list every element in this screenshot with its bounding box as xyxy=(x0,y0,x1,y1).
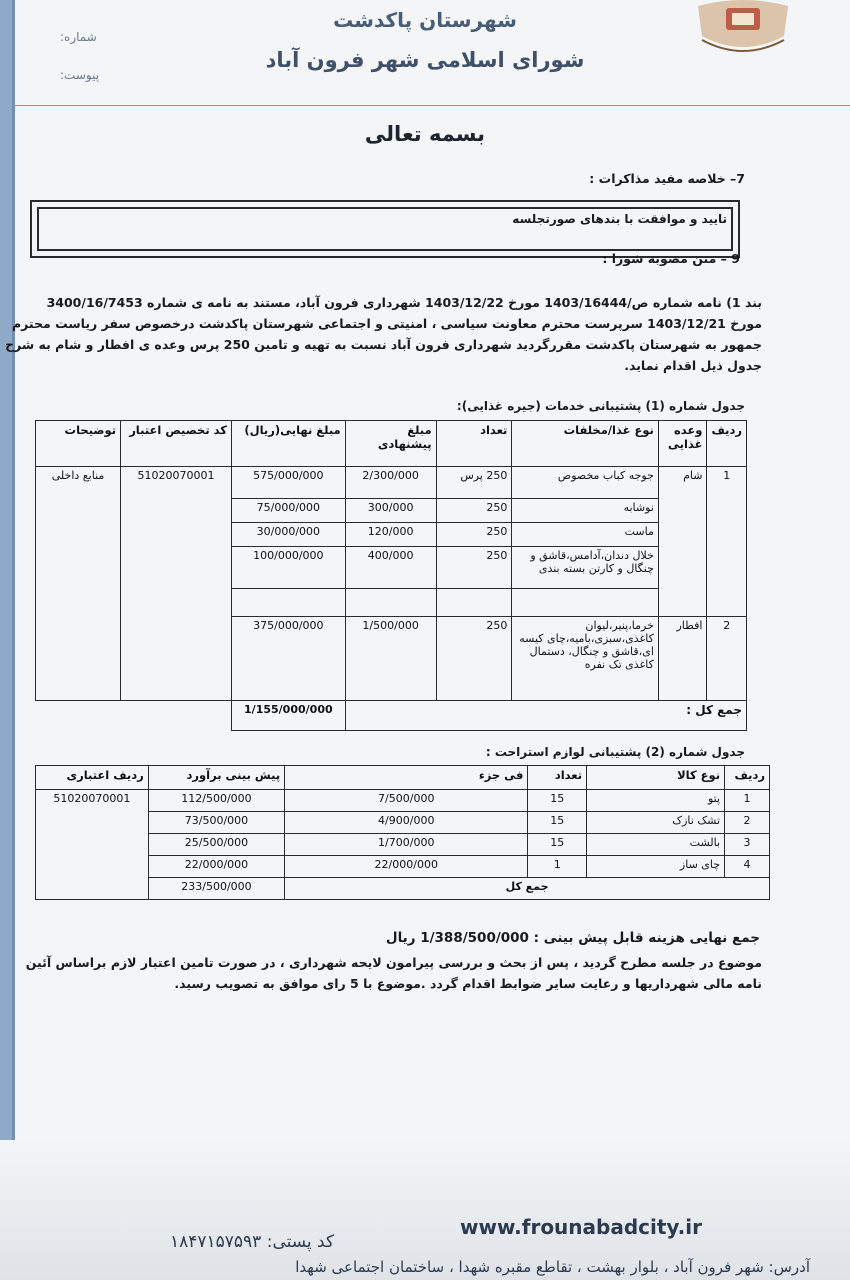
row-total: 30/000/000 xyxy=(231,523,345,547)
table1-header-cell: ردیف xyxy=(707,421,747,467)
clause-line-1: بند 1) نامه شماره ص/1403/16444 مورخ 1403/12/22 شهرداری فرون آباد، مستند به نامه ی شماره 3400/16/7453 xyxy=(46,295,762,310)
number-label: شماره: xyxy=(60,30,97,44)
row-estimate: 22/000/000 xyxy=(148,856,284,878)
row-total: 75/000/000 xyxy=(231,499,345,523)
row-estimate: 25/500/000 xyxy=(148,834,284,856)
row-item: پتو xyxy=(587,790,725,812)
row-index: 2 xyxy=(707,617,747,701)
row-item: جوجه کباب مخصوص xyxy=(512,467,659,499)
table2-header-cell: تعداد xyxy=(528,766,587,790)
clause-line-4: جدول ذیل اقدام نماید. xyxy=(624,358,762,373)
table1 xyxy=(35,420,747,731)
row-qty: 250 xyxy=(436,547,512,589)
row-index: 2 xyxy=(725,812,770,834)
footer-postal-code: کد پستی: ۱۸۴۷۱۵۷۵۹۳ xyxy=(170,1232,335,1252)
attachment-label: پیوست: xyxy=(60,68,100,82)
row-item: ماست xyxy=(512,523,659,547)
city-title: شهرستان پاکدشت xyxy=(333,8,517,32)
row-budget-code: 51020070001 xyxy=(121,467,232,701)
table2-header-cell: پیش بینی برآورد xyxy=(148,766,284,790)
row-item: خلال دندان،آدامس،قاشق و چنگال و کارتن بسته بندی xyxy=(512,547,659,589)
row-meal: افطار xyxy=(658,617,707,701)
table1-header-cell: مبلغ نهایی(ریال) xyxy=(231,421,345,467)
row-unit-price: 120/000 xyxy=(345,523,436,547)
row-total: 575/000/000 xyxy=(231,467,345,499)
table1-header-cell: توضیحات xyxy=(36,421,121,467)
table-row xyxy=(36,790,770,812)
row-estimate: 112/500/000 xyxy=(148,790,284,812)
section7-inner-box xyxy=(37,207,733,251)
row-unit-price: 1/700/000 xyxy=(285,834,528,856)
row-index: 4 xyxy=(725,856,770,878)
row-meal: شام xyxy=(658,467,707,617)
row-total: 375/000/000 xyxy=(231,617,345,701)
row-unit-price: 7/500/000 xyxy=(285,790,528,812)
council-title: شورای اسلامی شهر فرون آباد xyxy=(265,48,585,72)
row-item: نوشابه xyxy=(512,499,659,523)
table1-header-cell: نوع غذا/مخلفات xyxy=(512,421,659,467)
table2-header-cell: فی جزء xyxy=(285,766,528,790)
row-item: بالشت xyxy=(587,834,725,856)
clause-line-2: مورخ 1403/12/21 سرپرست محترم معاونت سیاسی ، امنیتی و اجتماعی شهرستان پاکدشت درخصوص سفر ریاست محترم xyxy=(11,316,762,331)
row-qty: 15 xyxy=(528,812,587,834)
table1-header-cell: مبلغ پیشنهادی xyxy=(345,421,436,467)
section7-box-text: تایید و موافقت با بندهای صورتجلسه xyxy=(512,212,727,226)
table2-sum-label: جمع کل xyxy=(285,878,770,900)
table1-sum-label: جمع کل : xyxy=(345,701,746,731)
row-unit-price: 4/900/000 xyxy=(285,812,528,834)
final-paragraph xyxy=(22,952,762,994)
table1-header-cell: کد تخصیص اعتبار xyxy=(121,421,232,467)
row-unit-price: 300/000 xyxy=(345,499,436,523)
row-budget-code: 51020070001 xyxy=(36,790,149,900)
row-notes: منابع داخلی xyxy=(36,467,121,701)
left-border-band xyxy=(0,0,12,1280)
header-divider xyxy=(12,105,850,106)
row-total: 100/000/000 xyxy=(231,547,345,589)
row-index: 1 xyxy=(725,790,770,812)
table2-header-cell: ردیف xyxy=(725,766,770,790)
basmala-heading: بسمه تعالی xyxy=(364,122,486,146)
table2-header-row xyxy=(36,766,770,790)
table1-header-row xyxy=(36,421,747,467)
row-qty: 15 xyxy=(528,790,587,812)
row-unit-price: 22/000/000 xyxy=(285,856,528,878)
table1-sum-value: 1/155/000/000 xyxy=(231,701,345,731)
clause-paragraph xyxy=(2,292,762,376)
clause-lead: بند 1) xyxy=(726,295,762,310)
row-item: چای ساز xyxy=(587,856,725,878)
row-qty: 250 xyxy=(436,617,512,701)
table-row xyxy=(36,467,747,499)
row-qty: 250 xyxy=(436,523,512,547)
row-index: 1 xyxy=(707,467,747,617)
row-index: 3 xyxy=(725,834,770,856)
table2-sum-value: 233/500/000 xyxy=(148,878,284,900)
row-qty: 250 پرس xyxy=(436,467,512,499)
footer-website[interactable]: www.frounabadcity.ir xyxy=(460,1215,702,1239)
row-unit-price: 2/300/000 xyxy=(345,467,436,499)
row-unit-price: 400/000 xyxy=(345,547,436,589)
row-qty: 1 xyxy=(528,856,587,878)
border-stripe xyxy=(12,0,15,1280)
section9-label: 9 – متن مصوبه شورا : xyxy=(602,251,740,266)
row-unit-price: 1/500/000 xyxy=(345,617,436,701)
table2-header-cell: نوع کالا xyxy=(587,766,725,790)
final-paragraph-line-1: موضوع در جلسه مطرح گردید ، پس از بحث و بررسی پیرامون لایحه شهرداری ، در صورت تامین اعتبار لازم براساس آئین xyxy=(25,955,762,970)
table1-header-cell: تعداد xyxy=(436,421,512,467)
row-qty: 250 xyxy=(436,499,512,523)
table2 xyxy=(35,765,770,900)
table1-sum-row xyxy=(36,701,747,731)
table1-header-cell: وعده غذایی xyxy=(658,421,707,467)
footer-address: آدرس: شهر فرون آباد ، بلوار بهشت ، تقاطع مقبره شهدا ، ساختمان اجتماعی شهدا xyxy=(295,1258,810,1276)
row-item: تشک نازک xyxy=(587,812,725,834)
table2-caption: جدول شماره (2) پشتیبانی لوازم استراحت : xyxy=(485,745,745,759)
section7-label: 7– خلاصه مفید مذاکرات : xyxy=(589,171,745,186)
row-qty: 15 xyxy=(528,834,587,856)
row-estimate: 73/500/000 xyxy=(148,812,284,834)
final-total-line: جمع نهایی هزینه قابل پیش بینی : 1/388/500/000 ریال xyxy=(385,930,760,946)
council-logo-icon xyxy=(688,0,798,60)
table1-caption: جدول شماره (1) پشتیبانی خدمات (جیره غذایی): xyxy=(456,399,745,413)
table2-header-cell: ردیف اعتباری xyxy=(36,766,149,790)
clause-line-3: جمهور به شهرستان پاکدشت مقررگردید شهرداری فرون آباد نسبت به تهیه و تامین 250 پرس وعده ی افطار و شام به شرح xyxy=(5,337,762,352)
final-paragraph-line-2: نامه مالی شهرداریها و رعایت سایر ضوابط اقدام گردد .موضوع با 5 رای موافق به تصویب رسید. xyxy=(174,976,762,991)
row-item: خرما،پنیر،لیوان کاغذی،سبزی،بامیه،چای کیسه ای،قاشق و چنگال، دستمال کاغذی تک نفره xyxy=(512,617,659,701)
